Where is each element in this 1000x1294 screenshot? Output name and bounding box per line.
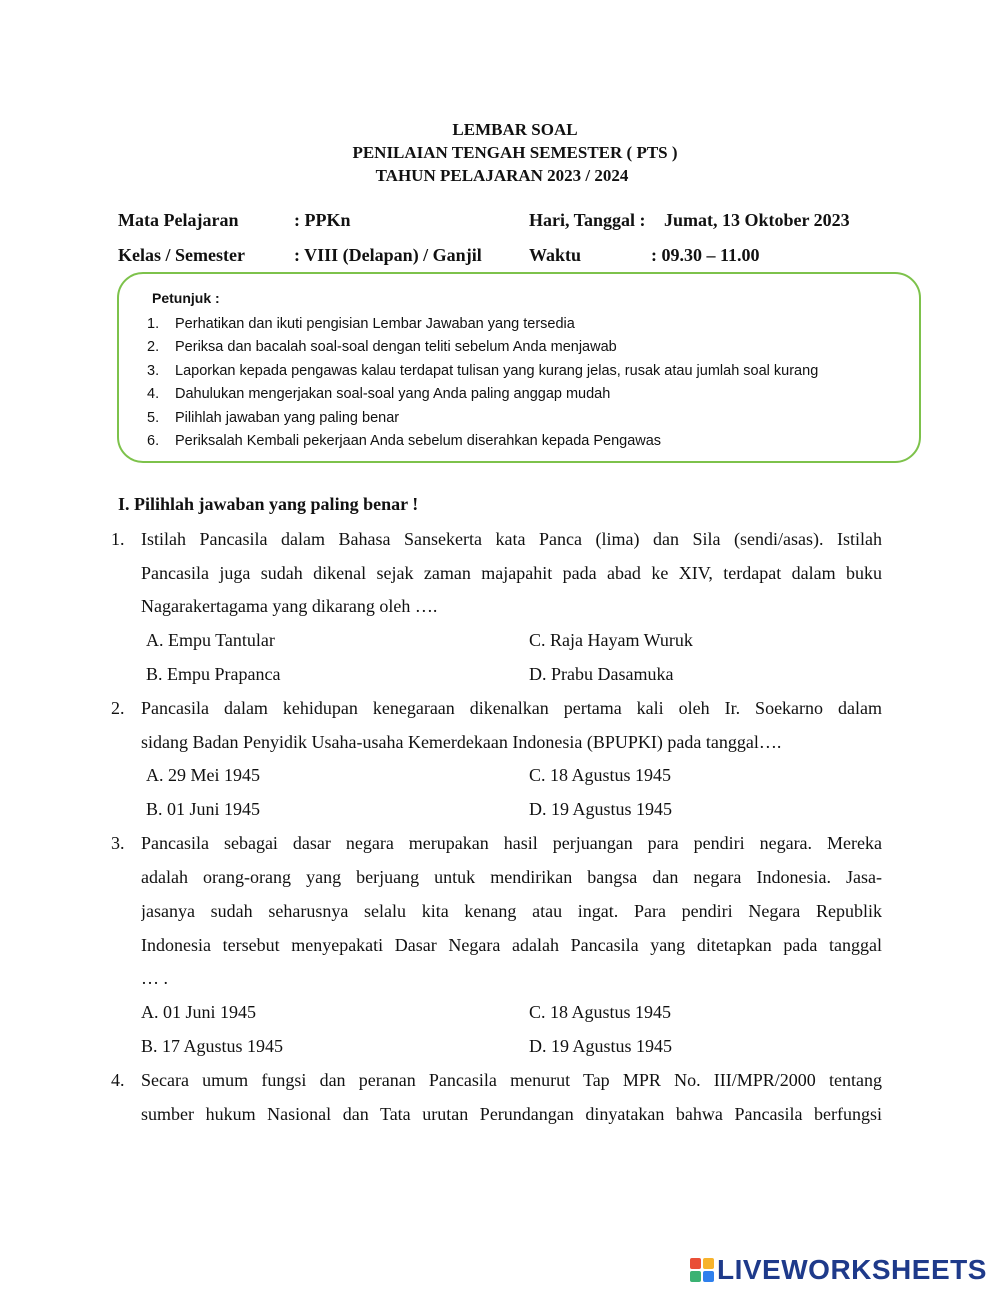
question-text: Pancasila dalam kehidupan kenegaraan dikenalkan pertama kali oleh Ir. Soekarno dalam: [141, 698, 882, 718]
question-text: Secara umum fungsi dan peranan Pancasila menurut Tap MPR No. III/MPR/2000 tentang: [141, 1070, 882, 1090]
subject-value: : PPKn: [294, 210, 351, 230]
instruction-number: 4.: [147, 386, 160, 402]
answer-option-a[interactable]: A. Empu Tantular: [146, 630, 275, 650]
question-text: … .: [141, 968, 168, 988]
instruction-text: Dahulukan mengerjakan soal-soal yang Anda paling anggap mudah: [175, 386, 611, 402]
instructions-heading: Petunjuk :: [152, 290, 220, 306]
question-number: 3.: [111, 833, 125, 853]
liveworksheets-logo-text: LIVEWORKSHEETS: [717, 1254, 987, 1285]
question-text: jasanya sudah seharusnya selalu kita kenang atau ingat. Para pendiri Negara Republik: [141, 901, 882, 921]
time-value: : 09.30 – 11.00: [651, 245, 760, 265]
instruction-text: Laporkan kepada pengawas kalau terdapat tulisan yang kurang jelas, rusak atau jumlah soal kurang: [175, 363, 819, 379]
question-text: adalah orang-orang yang berjuang untuk mendirikan bangsa dan negara Indonesia. Jasa-: [141, 867, 882, 887]
subject-label: Mata Pelajaran: [118, 210, 239, 230]
document-title: LEMBAR SOAL: [452, 120, 578, 139]
answer-option-d[interactable]: D. 19 Agustus 1945: [529, 799, 673, 819]
instruction-text: Pilihlah jawaban yang paling benar: [175, 410, 400, 426]
class-label: Kelas / Semester: [118, 245, 245, 265]
instruction-number: 2.: [147, 339, 160, 355]
answer-option-a[interactable]: A. 01 Juni 1945: [141, 1002, 257, 1022]
instruction-text: Periksa dan bacalah soal-soal dengan teliti sebelum Anda menjawab: [175, 339, 617, 355]
question-text: sidang Badan Penyidik Usaha-usaha Kemerdekaan Indonesia (BPUPKI) pada tanggal….: [141, 732, 782, 752]
school-year: TAHUN PELAJARAN 2023 / 2024: [375, 166, 629, 185]
answer-option-b[interactable]: B. Empu Prapanca: [146, 664, 281, 684]
date-value: Jumat, 13 Oktober 2023: [664, 210, 850, 230]
answer-option-b[interactable]: B. 01 Juni 1945: [146, 799, 261, 819]
question-text: Indonesia tersebut menyepakati Dasar Negara adalah Pancasila yang ditetapkan pada tanggal: [141, 935, 882, 955]
question-text: Istilah Pancasila dalam Bahasa Sansekerta kata Panca (lima) dan Sila (sendi/asas). Istilah: [141, 529, 882, 549]
question-text: Pancasila juga sudah dikenal sejak zaman majapahit pada abad ke XIV, terdapat dalam buku: [141, 563, 882, 583]
question-number: 2.: [111, 698, 125, 718]
answer-option-a[interactable]: A. 29 Mei 1945: [146, 765, 260, 785]
question-number: 1.: [111, 529, 125, 549]
question-number: 4.: [111, 1070, 125, 1090]
question-text: sumber hukum Nasional dan Tata urutan Perundangan dinyatakan bahwa Pancasila berfungsi: [141, 1104, 882, 1124]
instruction-text: Periksalah Kembali pekerjaan Anda sebelum diserahkan kepada Pengawas: [175, 433, 662, 449]
class-value: : VIII (Delapan) / Ganjil: [294, 245, 482, 265]
instruction-number: 3.: [147, 363, 160, 379]
question-text: Nagarakertagama yang dikarang oleh ….: [141, 596, 438, 616]
instruction-number: 5.: [147, 410, 160, 426]
answer-option-c[interactable]: C. Raja Hayam Wuruk: [529, 630, 693, 650]
instruction-number: 1.: [147, 316, 160, 332]
time-label: Waktu: [529, 245, 582, 265]
answer-option-c[interactable]: C. 18 Agustus 1945: [529, 1002, 672, 1022]
answer-option-d[interactable]: D. 19 Agustus 1945: [529, 1036, 673, 1056]
liveworksheets-logo-icon: [690, 1258, 714, 1282]
question-text: Pancasila sebagai dasar negara merupakan hasil perjuangan para pendiri negara. Mereka: [141, 833, 882, 853]
instructions-box: [117, 272, 921, 463]
date-label: Hari, Tanggal :: [529, 210, 646, 230]
instruction-number: 6.: [147, 433, 160, 449]
answer-option-b[interactable]: B. 17 Agustus 1945: [141, 1036, 284, 1056]
liveworksheets-logo: [690, 1256, 987, 1284]
instruction-text: Perhatikan dan ikuti pengisian Lembar Jawaban yang tersedia: [175, 316, 575, 332]
answer-option-c[interactable]: C. 18 Agustus 1945: [529, 765, 672, 785]
section-heading: I. Pilihlah jawaban yang paling benar !: [118, 494, 419, 514]
answer-option-d[interactable]: D. Prabu Dasamuka: [529, 664, 674, 684]
document-subtitle: PENILAIAN TENGAH SEMESTER ( PTS ): [352, 143, 678, 162]
